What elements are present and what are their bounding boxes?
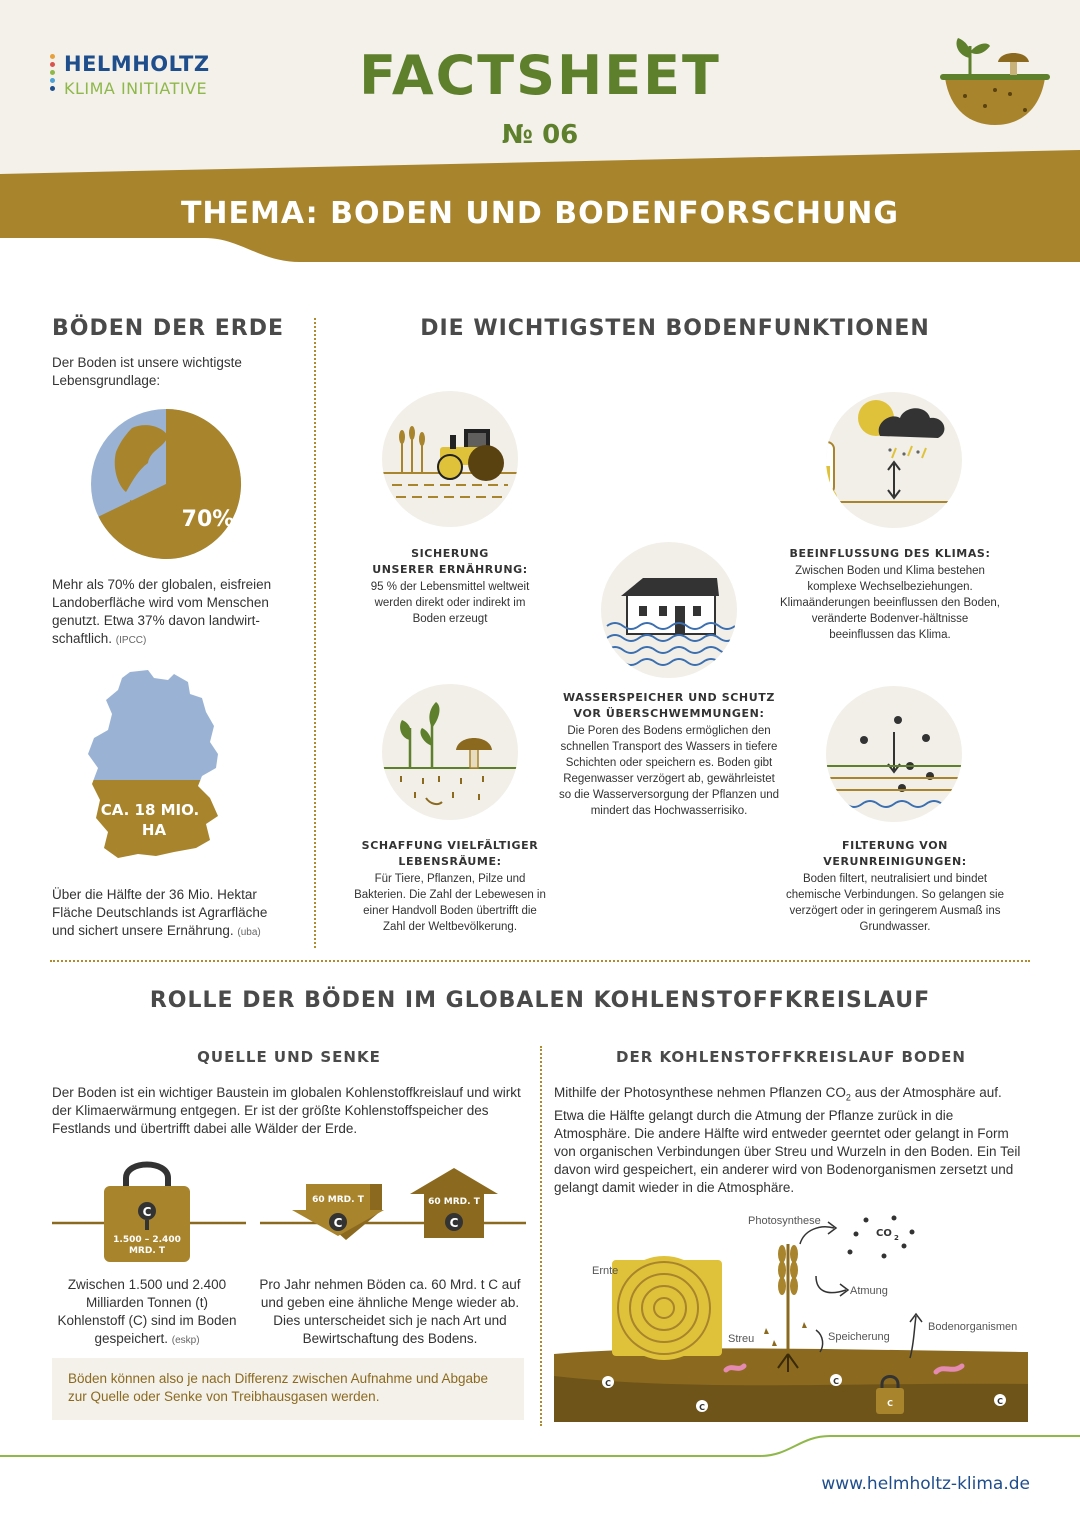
food-security-illustration xyxy=(382,391,518,527)
soil-sprout-icon xyxy=(940,30,1050,130)
svg-text:C: C xyxy=(449,1216,459,1230)
diagram-co2-label: CO xyxy=(876,1228,892,1239)
svg-text:C: C xyxy=(833,1377,839,1386)
lock-source: (eskp) xyxy=(171,1335,200,1346)
globe-pie-chart xyxy=(90,408,242,560)
habitat-illustration xyxy=(382,684,518,820)
vertical-divider-top xyxy=(314,318,316,948)
section-heading-boeden-der-erde: BÖDEN DER ERDE xyxy=(52,316,284,341)
flux-description: Pro Jahr nehmen Böden ca. 60 Mrd. t C auf und geben eine ähnliche Menge wieder ab. Dies unterscheidet sich je nach Art und Bewirtschaftung des Bodens. xyxy=(259,1277,521,1346)
climate-illustration xyxy=(826,392,962,528)
function-3-title-line-1: WASSERSPEICHER UND SCHUTZ xyxy=(563,691,775,704)
logo-line-2: KLIMA INITIATIVE xyxy=(64,79,208,98)
pie-text: Mehr als 70% der globalen, eisfreien Landoberfläche wird vom Menschen genutzt. Etwa 37% davon landwirt-schaftlich. xyxy=(52,577,272,646)
topic-title: THEMA: BODEN UND BODENFORSCHUNG xyxy=(180,196,900,231)
vertical-divider-bottom xyxy=(540,1046,542,1426)
svg-text:C: C xyxy=(887,1399,893,1408)
page-title: FACTSHEET xyxy=(359,44,721,107)
function-4-title-line-2: LEBENSRÄUME: xyxy=(398,855,502,868)
function-5-title-line-1: FILTERUNG VON xyxy=(842,839,948,852)
svg-text:C: C xyxy=(605,1379,611,1388)
diagram-ernte-label: Ernte xyxy=(592,1265,619,1277)
diagram-streu-label: Streu xyxy=(728,1333,755,1345)
map-label-line-1: CA. 18 MIO. xyxy=(100,801,200,819)
summary-box xyxy=(52,1358,524,1420)
arrow-up-label: 60 MRD. T xyxy=(428,1197,480,1207)
summary-box-text: Böden können also je nach Differenz zwischen Aufnahme und Abgabe zur Quelle oder Senke von Treibhausgasen werden. xyxy=(68,1371,489,1404)
pie-description xyxy=(52,576,292,650)
tractor-icon xyxy=(382,391,518,527)
filter-illustration xyxy=(826,686,962,822)
factsheet-number: № 06 xyxy=(501,120,579,150)
flooded-house-icon xyxy=(601,542,737,678)
svg-text:C: C xyxy=(997,1397,1003,1406)
map-description xyxy=(52,886,292,942)
lock-description xyxy=(52,1276,242,1350)
function-4-title xyxy=(340,838,560,870)
plant-mushroom-icon xyxy=(382,684,518,820)
pie-percent-label: 70% xyxy=(181,507,235,532)
pie-source: (IPCC) xyxy=(115,635,147,646)
quelle-senke-text: Der Boden ist ein wichtiger Baustein im globalen Kohlenstoffkreislauf und wirkt der Klimaerwärmung entgegen. Er ist der größte Kohlenstoffspeicher des Festlands und übertrifft dabei alle Wälder der Erde. xyxy=(52,1085,521,1136)
logo-dots-icon xyxy=(50,54,56,100)
function-1-title-line-2: UNSERER ERNÄHRUNG: xyxy=(372,563,528,576)
kreislauf-text xyxy=(554,1084,1028,1197)
logo-line-1: HELMHOLTZ xyxy=(64,52,210,76)
footer-url-link[interactable]: www.helmholtz-klima.de xyxy=(821,1474,1030,1494)
arrow-down-label: 60 MRD. T xyxy=(312,1195,364,1205)
function-3-text: Die Poren des Bodens ermöglichen den schnellen Transport des Wassers in tiefere Schichten oder speichern es. Boden gibt Regenwasser verzögert ab, gewährleistet so die Wasserversorgung der Pflanzen und mindert das Hochwasserrisiko. xyxy=(558,725,780,817)
diagram-atmung-label: Atmung xyxy=(850,1285,888,1297)
function-5-title xyxy=(770,838,1020,870)
kreislauf-text-b: aus der Atmosphäre auf. Etwa die Hälfte gelangt durch die Atmung der Pflanze zurück in die Atmosphäre. Die andere Hälfte wird entweder geerntet oder gelangt in Form von organischen Verbindungen über Streu und Wurzeln in den Boden. Ein Teil davon wird gespeichert, ein anderer wird von Bodenorganismen zersetzt und gelangt damit wieder in die Atmosphäre. xyxy=(554,1085,1021,1195)
function-5-text: Boden filtert, neutralisiert und bindet chemische Verbindungen. So gelangen sie verzögert oder in geringerem Ausmaß ins Grundwasser. xyxy=(785,873,1005,933)
kreislauf-text-sub: 2 xyxy=(845,1092,851,1103)
map-label-line-2: HA xyxy=(141,821,167,839)
lock-label-line-1: 1.500 – 2.400 xyxy=(113,1235,181,1245)
thermometer-sun-cloud-icon xyxy=(826,392,962,528)
worm-icon xyxy=(726,1366,744,1370)
subheading-kohlenstoffkreislauf-boden: DER KOHLENSTOFFKREISLAUF BODEN xyxy=(616,1048,966,1066)
germany-map xyxy=(78,668,238,868)
lock-text: Zwischen 1.500 und 2.400 Milliarden Tonnen (t) Kohlenstoff (C) sind im Boden gespeichert. xyxy=(57,1277,237,1346)
diagram-bodenorganismen-label: Bodenorganismen xyxy=(928,1321,1018,1333)
function-3-title xyxy=(546,690,792,722)
footer-line xyxy=(0,1432,1080,1462)
function-4-title-line-1: SCHAFFUNG VIELFÄLTIGER xyxy=(361,839,539,852)
lock-label-line-2: MRD. T xyxy=(128,1246,166,1256)
function-2-title-line-1: BEEINFLUSSUNG DES KLIMAS: xyxy=(789,547,991,560)
svg-text:C: C xyxy=(333,1216,343,1230)
filter-particles-icon xyxy=(826,686,962,822)
map-text: Über die Hälfte der 36 Mio. Hektar Fläche Deutschlands ist Agrarfläche und sichert unsere Ernährung. xyxy=(52,887,268,938)
function-4-text: Für Tiere, Pflanzen, Pilze und Bakterien. Die Zahl der Lebewesen in einer Handvoll Boden übertrifft die Zahl der Weltbevölkerung. xyxy=(354,873,546,933)
section-heading-kohlenstoffkreislauf: ROLLE DER BÖDEN IM GLOBALEN KOHLENSTOFFKREISLAUF xyxy=(149,988,931,1013)
carbon-storage-graphic xyxy=(52,1156,532,1266)
diagram-speicherung-label: Speicherung xyxy=(828,1331,890,1343)
horizontal-divider xyxy=(50,960,1030,962)
carbon-cycle-diagram xyxy=(554,1204,1028,1424)
svg-text:C: C xyxy=(699,1403,705,1412)
function-3-title-line-2: VOR ÜBERSCHWEMMUNGEN: xyxy=(573,707,765,720)
function-5-title-line-2: VERUNREINIGUNGEN: xyxy=(823,855,967,868)
function-1-title-line-1: SICHERUNG xyxy=(411,547,489,560)
section-heading-bodenfunktionen: DIE WICHTIGSTEN BODENFUNKTIONEN xyxy=(420,316,930,341)
function-1-text: 95 % der Lebensmittel weltweit werden direkt oder indirekt im Boden erzeugt xyxy=(370,581,530,625)
map-source: (uba) xyxy=(237,927,261,938)
function-2-title xyxy=(770,546,1010,562)
boeden-intro-text: Der Boden ist unsere wichtigste Lebensgrundlage: xyxy=(52,355,242,388)
diagram-co2-sub: 2 xyxy=(894,1234,899,1242)
diagram-photosynthese-label: Photosynthese xyxy=(748,1215,821,1227)
kreislauf-text-a: Mithilfe der Photosynthese nehmen Pflanzen CO xyxy=(554,1085,846,1100)
function-1-title xyxy=(340,546,560,578)
subheading-quelle-senke: QUELLE UND SENKE xyxy=(197,1048,381,1066)
helmholtz-logo[interactable] xyxy=(50,52,250,102)
function-2-text: Zwischen Boden und Klima bestehen komplexe Wechselbeziehungen. Klimaänderungen beeinflussen den Boden, veränderte Bodenver-hältnisse beeinflussen das Klima. xyxy=(780,565,1000,641)
lock-c-label: C xyxy=(142,1205,152,1219)
water-storage-illustration xyxy=(601,542,737,678)
